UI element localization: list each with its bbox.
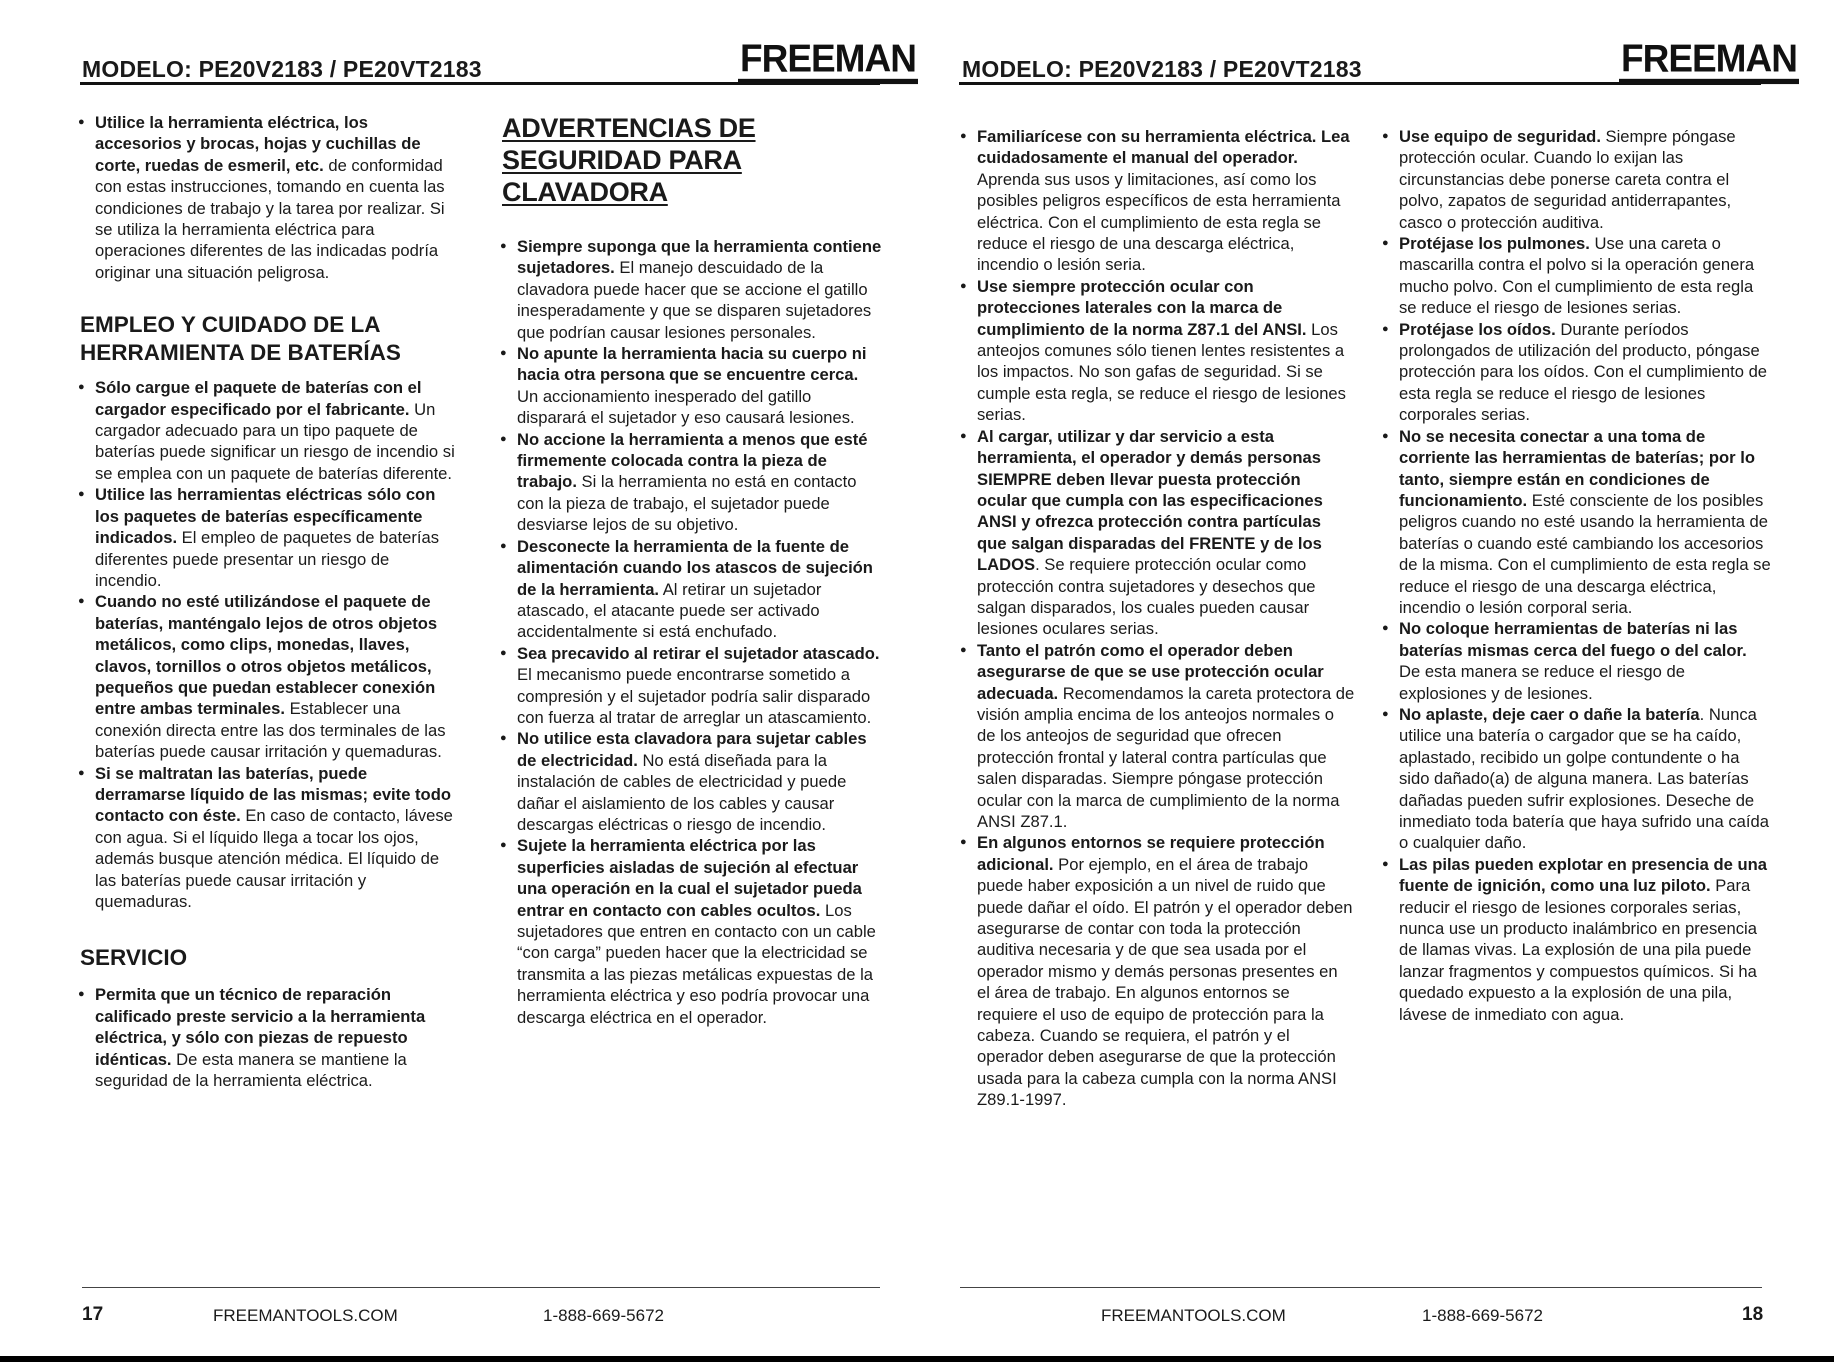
bullet-text: Establecer una conexión directa entre las dos terminales de las baterías puede causar irritación y quemaduras. bbox=[95, 699, 446, 762]
list-item bbox=[1382, 854, 1772, 1025]
list-item bbox=[1382, 426, 1772, 619]
bullet-text: El mecanismo puede encontrarse sometido a compresión y el sujetador podría salir disparado con fuerza al tratar de arreglar un atascamiento. bbox=[517, 665, 872, 727]
footer-website: FREEMANTOOLS.COM bbox=[213, 1306, 398, 1325]
bullet-text: En caso de contacto, lávese con agua. Si el líquido llega a tocar los ojos, además busque atención médica. El líquido de las baterías puede causar irritación y quemaduras. bbox=[95, 806, 453, 911]
bullet-text: Si la herramienta no está en contacto con la pieza de trabajo, el sujetador puede desviarse lejos de su objetivo. bbox=[517, 472, 857, 535]
bullet-bold: No apunte la herramienta hacia su cuerpo ni hacia otra persona que se encuentre cerca. bbox=[517, 344, 867, 385]
nailer-section-title: ADVERTENCIAS DE SEGURIDAD PARA CLAVADORA bbox=[502, 113, 756, 207]
list-item bbox=[500, 236, 882, 343]
bullet-text: Los anteojos comunes sólo tienen lentes resistentes a los impactos. No son gafas de seguridad. Si se cumple esta regla, se reduce el riesgo de lesiones serias. bbox=[977, 319, 1346, 425]
bullet-text: De esta manera se reduce el riesgo de explosiones y de lesiones. bbox=[1399, 662, 1685, 703]
bullet-bold: Sólo cargue el paquete de baterías con el cargador especificado por el fabricante. bbox=[95, 378, 422, 419]
bullet-bold: No utilice esta clavadora para sujetar cables de electricidad. bbox=[517, 729, 867, 770]
header-rule bbox=[80, 82, 880, 85]
bullet-bold: Protéjase los pulmones. bbox=[1399, 234, 1590, 254]
battery-section-title: EMPLEO Y CUIDADO DE LA HERRAMIENTA DE BATERÍAS bbox=[80, 312, 401, 366]
list-item bbox=[500, 643, 882, 729]
list-item bbox=[960, 126, 1355, 276]
right-column-1 bbox=[960, 126, 1355, 1111]
bullet-text: Por ejemplo, en el área de trabajo puede haber exposición a un nivel de ruido que puede dañar el oído. El patrón y el operador deben asegurarse de contar con toda la protección auditiva necesaria y de que sea usada por el operador mismo y demás personas presentes en el área de trabajo. En algunos entornos se requiere el uso de equipo de protección para la cabeza. Cuando se requiera, el patrón y el operador deben asegurarse de que la protección usada para la cabeza cumpla con la norma ANSI Z89.1-1997. bbox=[977, 854, 1353, 1110]
footer-phone: 1-888-669-5672 bbox=[543, 1306, 664, 1325]
bullet-bold: Si se maltratan las baterías, puede derramarse líquido de las mismas; evite todo contacto con éste. bbox=[95, 763, 451, 826]
list-item bbox=[960, 426, 1355, 640]
page-number: 17 bbox=[82, 1304, 104, 1325]
intro-bullet bbox=[78, 112, 458, 283]
header-rule bbox=[959, 82, 1761, 85]
page-number: 18 bbox=[1742, 1304, 1764, 1325]
bullet-text: Aprenda sus usos y limitaciones, así como los posibles peligros específicos de esta herramienta eléctrica. Con el cumplimiento de esta regla se reduce el riesgo de una descarga eléctrica, incendio o lesión seria. bbox=[977, 169, 1341, 275]
bullet-text: El empleo de paquetes de baterías diferentes puede presentar un riesgo de incendio. bbox=[95, 528, 440, 590]
freeman-logo: FREEMAN bbox=[738, 39, 918, 84]
bullet-bold: Use equipo de seguridad. bbox=[1399, 127, 1601, 146]
list-item bbox=[1382, 319, 1772, 426]
list-item bbox=[78, 763, 458, 913]
bullet-bold: Siempre suponga que la herramienta contiene sujetadores. bbox=[517, 237, 882, 278]
bullet-bold: Al cargar, utilizar y dar servicio a esta herramienta, el operador y demás personas SIEMPRE deben llevar puesta protección ocular que cumpla con las especificaciones ANSI y ofrezca protección contra partículas que salgan disparadas del FRENTE y de los LADOS bbox=[977, 426, 1323, 575]
bullet-text: . Nunca utilice una batería o cargador que se ha caído, aplastado, recibido un golpe contundente o ha sido dañado(a) de alguna manera. Las baterías dañadas pueden sufrir explosiones. Deseche de inmediato toda batería que haya sufrido una caída o cualquier daño. bbox=[1399, 704, 1769, 853]
model-header: MODELO: PE20V2183 / PE20VT2183 bbox=[82, 56, 482, 82]
bullet-bold: Las pilas pueden explotar en presencia de una fuente de ignición, como una luz piloto. bbox=[1399, 854, 1767, 896]
list-item bbox=[78, 591, 458, 762]
freeman-logo: FREEMAN bbox=[1619, 39, 1799, 84]
service-section-title: SERVICIO bbox=[80, 945, 188, 971]
list-item bbox=[78, 377, 458, 484]
list-item bbox=[960, 832, 1355, 1110]
bullet-text: Esté consciente de los posibles peligros cuando no esté usando la herramienta de baterías o cuando esté cambiando los accesorios de la misma. Con el cumplimiento de esta regla se reduce el riesgo de una descarga eléctrica, incendio o lesión corporal seria. bbox=[1399, 490, 1771, 617]
footer-website: FREEMANTOOLS.COM bbox=[1101, 1306, 1286, 1325]
list-item bbox=[78, 484, 458, 591]
bullet-text: Recomendamos la careta protectora de visión amplia encima de los anteojos normales o de los anteojos de seguridad que ofrecen protección frontal y lateral contra partículas que salen disparadas. Siempre póngase protección ocular con la marca de cumplimiento de la norma ANSI Z87.1. bbox=[977, 683, 1355, 831]
list-item bbox=[960, 276, 1355, 426]
footer-rule bbox=[82, 1287, 880, 1288]
list-item bbox=[500, 835, 882, 1028]
bullet-text: Use una careta o mascarilla contra el polvo si la operación genera mucho polvo. Con el cumplimiento de esta regla se reduce el riesgo de lesiones serias. bbox=[1399, 234, 1755, 318]
bullet-bold: En algunos entornos se requiere protección adicional. bbox=[977, 833, 1325, 874]
list-item bbox=[1382, 126, 1772, 233]
bullet-bold: Permita que un técnico de reparación calificado preste servicio a la herramienta eléctrica, y sólo con piezas de repuesto idénticas. bbox=[95, 985, 426, 1069]
left-column-2 bbox=[500, 112, 882, 1028]
right-page bbox=[917, 0, 1834, 1362]
list-item bbox=[78, 984, 458, 1091]
list-item bbox=[1382, 233, 1772, 319]
bullet-text: Los sujetadores que entren en contacto con un cable “con carga” pueden hacer que la electricidad se transmita a las piezas metálicas expuestas de la herramienta eléctrica y eso podría provocar una descarga eléctrica en el operador. bbox=[517, 900, 876, 1027]
bullet-bold: Desconecte la herramienta de la fuente de alimentación cuando los atascos de sujeción de la herramienta. bbox=[517, 536, 873, 599]
scan-edge-band bbox=[0, 1356, 1834, 1362]
bullet-text: Siempre póngase protección ocular. Cuando lo exijan las circunstancias debe ponerse careta contra el polvo, zapatos de seguridad antiderrapantes, casco o protección auditiva. bbox=[1399, 127, 1736, 232]
bullet-bold: Protéjase los oídos. bbox=[1399, 319, 1556, 339]
bullet-bold: Sujete la herramienta eléctrica por las superficies aisladas de sujeción al efectuar una operación en la cual el sujetador pueda entrar en contacto con cables ocultos. bbox=[517, 836, 862, 920]
bullet-text: Para reducir el riesgo de lesiones corporales serias, nunca use un producto inalámbrico en presencia de llamas vivas. La explosión de una pila puede lanzar fragmentos y compuestos químicos. Si ha quedado expuesto a la explosión de una pila, lávese de inmediato con agua. bbox=[1399, 876, 1757, 1024]
bullet-bold: No se necesita conectar a una toma de corriente las herramientas de baterías; por lo tanto, siempre están en condiciones de funcionamiento. bbox=[1399, 426, 1755, 510]
bullet-bold: No accione la herramienta a menos que esté firmemente colocada contra la pieza de trabajo. bbox=[517, 429, 868, 492]
footer-rule bbox=[960, 1287, 1762, 1288]
bullet-text: . Se requiere protección ocular como protección contra sujetadores y desechos que salgan disparados, los cuales pueden causar lesiones oculares serias. bbox=[977, 555, 1316, 639]
footer-phone: 1-888-669-5672 bbox=[1422, 1306, 1543, 1325]
bullet-bold: Sea precavido al retirar el sujetador atascado. bbox=[517, 643, 880, 663]
bullet-bold: Tanto el patrón como el operador deben asegurarse de que se use protección ocular adecuada. bbox=[977, 640, 1324, 703]
bullet-bold: Cuando no esté utilizándose el paquete de baterías, manténgalo lejos de otros objetos metálicos, como clips, monedas, llaves, clavos, tornillos o otros objetos metálicos, pequeños que puedan establecer conexión entre ambas terminales. bbox=[95, 592, 438, 719]
list-item bbox=[1382, 704, 1772, 854]
list-item bbox=[1382, 618, 1772, 704]
bullet-text: El manejo descuidado de la clavadora puede hacer que se accione el gatillo inesperadamente y que se disparen sujetadores que podrían causar lesiones personales. bbox=[517, 258, 872, 342]
list-item bbox=[500, 536, 882, 643]
list-item bbox=[500, 429, 882, 536]
bullet-bold: Use siempre protección ocular con protecciones laterales con la marca de cumplimiento de la norma Z87.1 del ANSI. bbox=[977, 276, 1307, 339]
list-item bbox=[500, 343, 882, 429]
bullet-bold: Familiarícese con su herramienta eléctrica. Lea cuidadosamente el manual del operador. bbox=[977, 127, 1350, 168]
bullet-text: No está diseñada para la instalación de cables de electricidad y puede dañar el aislamiento de los cables y causar descargas eléctricas o riesgo de incendio. bbox=[517, 750, 847, 834]
bullet-text: de conformidad con estas instrucciones, tomando en cuenta las condiciones de trabajo y la tarea por realizar. Si se utiliza la herramienta eléctrica para operaciones diferentes de las indicadas podría originar una situación peligrosa. bbox=[95, 155, 445, 282]
list-item bbox=[500, 728, 882, 835]
bullet-text: Un accionamiento inesperado del gatillo disparará el sujetador y eso causará lesiones. bbox=[517, 386, 855, 428]
bullet-text: Al retirar un sujetador atascado, el atacante puede ser activado accidentalmente si está enchufado. bbox=[517, 579, 822, 642]
bullet-bold: Utilice las herramientas eléctricas sólo con los paquetes de baterías específicamente indicados. bbox=[95, 485, 436, 548]
bullet-bold: No coloque herramientas de baterías ni las baterías mismas cerca del fuego o del calor. bbox=[1399, 619, 1747, 660]
bullet-text: Durante períodos prolongados de utilización del producto, póngase protección para los oídos. Con el cumplimiento de esta regla se reduce el riesgo de lesiones corporales serias. bbox=[1399, 319, 1768, 425]
bullet-text: De esta manera se mantiene la seguridad de la herramienta eléctrica. bbox=[95, 1049, 407, 1091]
list-item bbox=[960, 640, 1355, 833]
bullet-text: Un cargador adecuado para un tipo paquete de baterías puede significar un riesgo de incendio si se emplea con un paquete de baterías diferente. bbox=[95, 399, 455, 483]
right-column-2 bbox=[1382, 126, 1772, 1025]
bullet-bold: No aplaste, deje caer o dañe la batería bbox=[1399, 704, 1700, 724]
bullet-bold: Utilice la herramienta eléctrica, los accesorios y brocas, hojas y cuchillas de corte, ruedas de esmeril, etc. bbox=[95, 113, 421, 175]
model-header: MODELO: PE20V2183 / PE20VT2183 bbox=[962, 56, 1362, 82]
left-column-1 bbox=[78, 112, 458, 1091]
